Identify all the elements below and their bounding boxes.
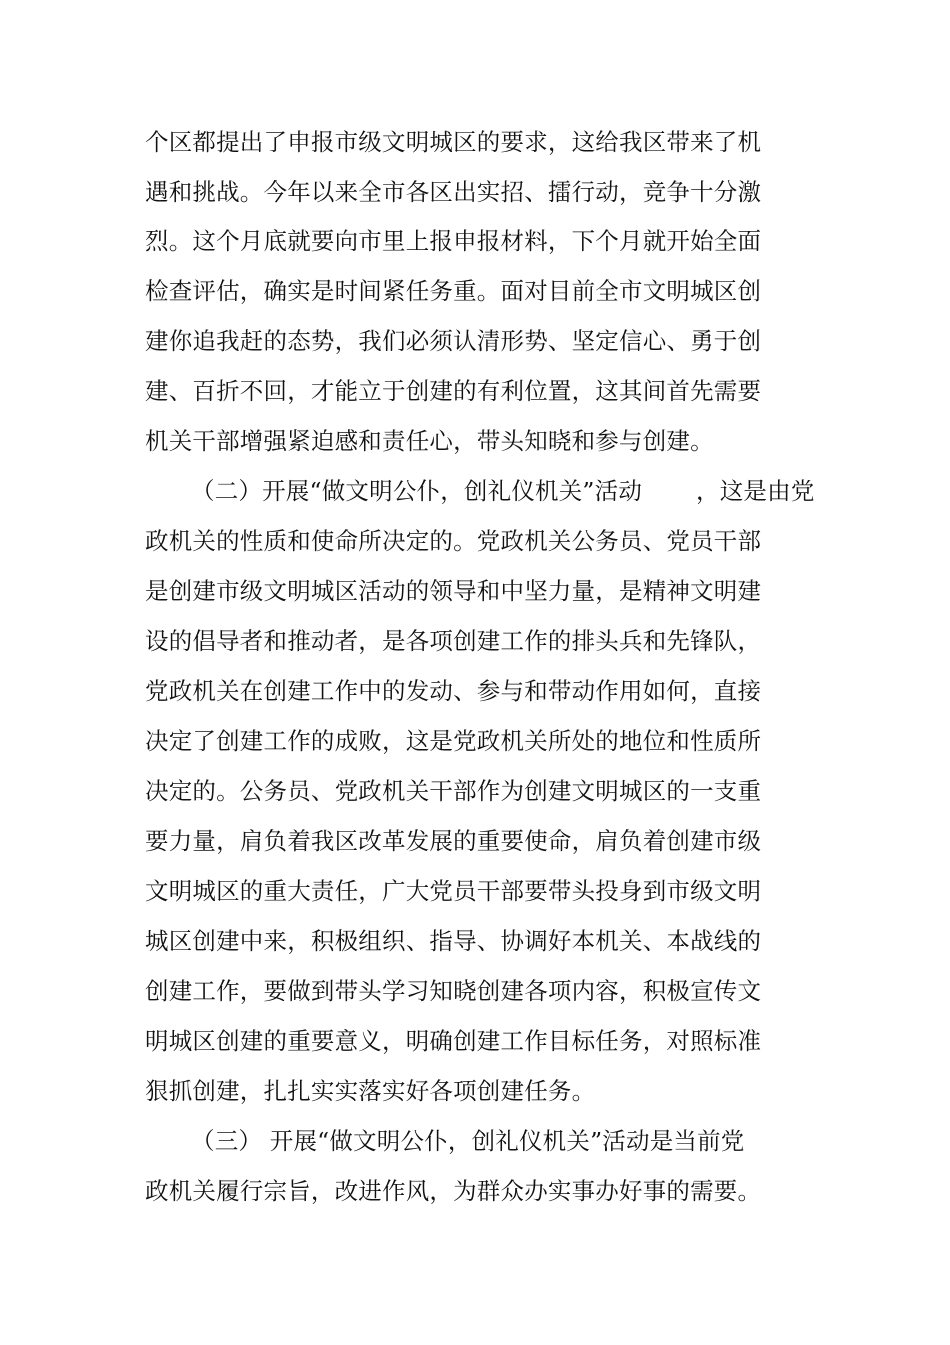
text-line: 决定了创建工作的成败，这是党政机关所处的地位和性质所 bbox=[145, 727, 762, 755]
text-line: 烈。这个月底就要向市里上报申报材料，下个月就开始全面 bbox=[145, 227, 762, 255]
section-heading: （二）开展“做文明公仆，创礼仪机关”活动 bbox=[191, 477, 643, 505]
text-line: 党政机关在创建工作中的发动、参与和带动作用如何，直接 bbox=[145, 677, 762, 705]
text-line-tail: ，这是由党 bbox=[696, 477, 815, 505]
text-line: 决定的。公务员、党政机关干部作为创建文明城区的一支重 bbox=[145, 777, 762, 805]
text-line: 建、百折不回，才能立于创建的有利位置，这其间首先需要 bbox=[145, 377, 762, 405]
text-line: 机关干部增强紧迫感和责任心，带头知晓和参与创建。 bbox=[145, 427, 714, 455]
text-line: 创建工作，要做到带头学习知晓创建各项内容，积极宣传文 bbox=[145, 977, 762, 1005]
text-line: 明城区创建的重要意义，明确创建工作目标任务，对照标准 bbox=[145, 1027, 762, 1055]
text-line: 狠抓创建，扎扎实实落实好各项创建任务。 bbox=[145, 1077, 596, 1105]
text-line: 设的倡导者和推动者，是各项创建工作的排头兵和先锋队， bbox=[145, 627, 762, 655]
text-line: 个区都提出了申报市级文明城区的要求，这给我区带来了机 bbox=[145, 128, 762, 156]
section-heading-line bbox=[191, 476, 815, 506]
text-line: 文明城区的重大责任，广大党员干部要带头投身到市级文明 bbox=[145, 877, 762, 905]
text-line: 政机关履行宗旨，改进作风，为群众办实事办好事的需要。 bbox=[145, 1177, 762, 1205]
text-line: 是创建市级文明城区活动的领导和中坚力量，是精神文明建 bbox=[145, 577, 762, 605]
text-line: 建你追我赶的态势，我们必须认清形势、坚定信心、勇于创 bbox=[145, 327, 762, 355]
text-line: 城区创建中来，积极组织、指导、协调好本机关、本战线的 bbox=[145, 927, 762, 955]
text-line: 检查评估，确实是时间紧任务重。面对目前全市文明城区创 bbox=[145, 277, 762, 305]
text-line: 遇和挑战。今年以来全市各区出实招、擂行动，竞争十分激 bbox=[145, 178, 762, 206]
section-heading: （三） 开展“做文明公仆，创礼仪机关”活动是当前党 bbox=[191, 1127, 745, 1155]
text-line: 政机关的性质和使命所决定的。党政机关公务员、党员干部 bbox=[145, 527, 762, 555]
text-line: 要力量，肩负着我区改革发展的重要使命，肩负着创建市级 bbox=[145, 827, 762, 855]
